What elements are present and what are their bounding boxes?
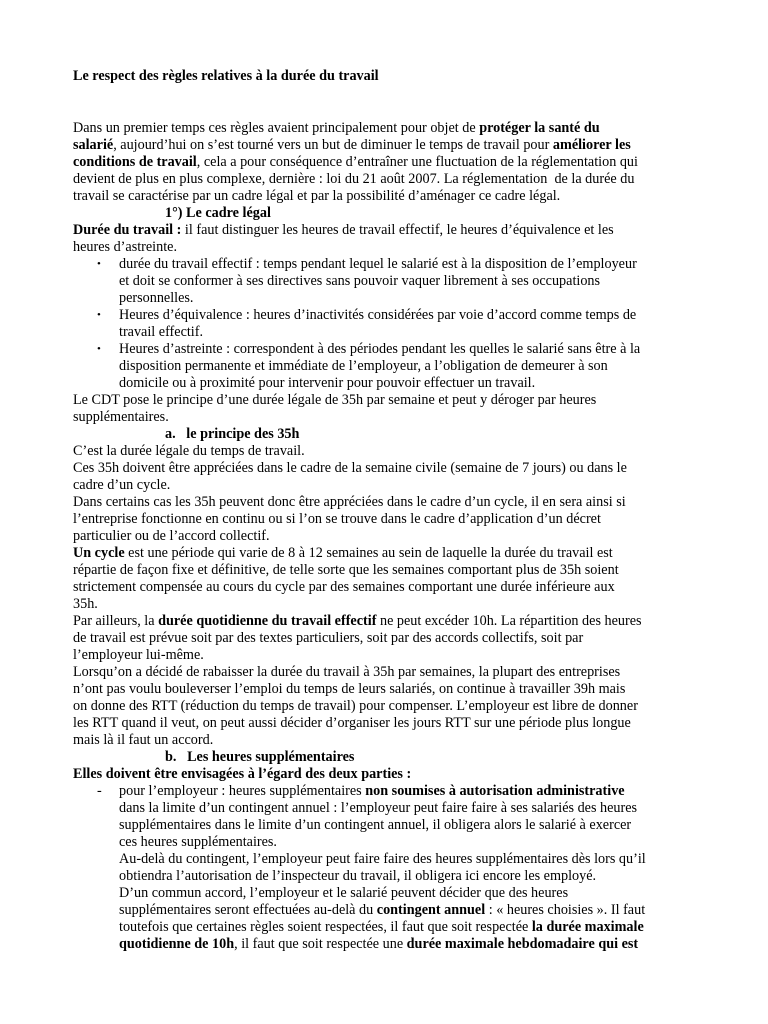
intro-line: travail se caractérise par un cadre légal et par la possibilité d’aménager ce cadre légal. — [73, 188, 561, 204]
dash-line: obtiendra l’autorisation de l’inspecteur du travail, il obligera ici encore les employé. — [119, 868, 597, 884]
intro-line: conditions de travail, cela a pour conséquence d’entraîner une fluctuation de la réglementation qui — [73, 154, 638, 170]
paragraph-line: de travail est prévue soit par des textes particuliers, soit par des accords collectifs, soit par — [73, 630, 584, 646]
dash-line: toutefois que certaines règles soient respectées, il faut que soit respectée la durée maximale — [119, 919, 644, 935]
dash-line: dans la limite d’un contingent annuel : l’employeur peut faire faire à ses salariés des heures — [119, 800, 638, 816]
bullet-marker: • — [97, 343, 101, 355]
paragraph-line: Lorsqu’on a décidé de rabaisser la durée du travail à 35h par semaines, la plupart des entreprises — [73, 664, 621, 680]
document-title: Le respect des règles relatives à la durée du travail — [73, 68, 379, 84]
paragraph-line: heures d’astreinte. — [73, 239, 177, 255]
paragraph-line: Dans certains cas les 35h peuvent donc être appréciées dans le cadre d’un cycle, il en sera ainsi si — [73, 494, 626, 510]
paragraph-line: 35h. — [73, 596, 98, 612]
section-heading: b. Les heures supplémentaires — [165, 749, 355, 765]
section-heading: 1°) Le cadre légal — [165, 205, 271, 221]
bullet-line: personnelles. — [119, 290, 194, 306]
section-heading: a. le principe des 35h — [165, 426, 300, 442]
bullet-marker: • — [97, 309, 101, 321]
paragraph-line: répartie de façon fixe et définitive, de telle sorte que les semaines comportant plus de 35h soient — [73, 562, 619, 578]
paragraph-line: on donne des RTT (réduction du temps de travail) pour compenser. L’employeur est libre de donner — [73, 698, 638, 714]
intro-line: devient de plus en plus complexe, dernière : loi du 21 août 2007. La réglementation de la durée du — [73, 171, 635, 187]
bullet-line: Heures d’équivalence : heures d’inactivités considérées par voie d’accord comme temps de — [119, 307, 637, 323]
paragraph-line: Le CDT pose le principe d’une durée légale de 35h par semaine et peut y déroger par heures — [73, 392, 597, 408]
dash-line: quotidienne de 10h, il faut que soit respectée une durée maximale hebdomadaire qui est — [119, 936, 639, 952]
subheading: Elles doivent être envisagées à l’égard des deux parties : — [73, 766, 412, 782]
paragraph-line: l’entreprise fonctionne en continu ou si l’on se trouve dans le cadre d’application d’un décret — [73, 511, 601, 527]
paragraph-line: supplémentaires. — [73, 409, 169, 425]
paragraph-line: Un cycle est une période qui varie de 8 à 12 semaines au sein de laquelle la durée du travail est — [73, 545, 613, 561]
bullet-line: et doit se conformer à ses directives sans pouvoir vaquer librement à ses occupations — [119, 273, 601, 289]
bullet-line: disposition permanente et immédiate de l’employeur, a l’obligation de demeurer à son — [119, 358, 608, 374]
dash-marker: - — [97, 783, 102, 799]
paragraph-line: Durée du travail : il faut distinguer les heures de travail effectif, le heures d’équivalence et les — [73, 222, 614, 238]
dash-line: supplémentaires dans le limite d’un contingent annuel, il obligera alors le salarié à exercer — [119, 817, 632, 833]
dash-line: pour l’employeur : heures supplémentaires non soumises à autorisation administrative — [119, 783, 625, 799]
paragraph-line: strictement compensée au cours du cycle par des semaines comportant une durée inférieure aux — [73, 579, 615, 595]
dash-line: D’un commun accord, l’employeur et le salarié peuvent décider que des heures — [119, 885, 569, 901]
paragraph-line: n’ont pas voulu bouleverser l’emploi du temps de leurs salariés, on continue à travailler 39h mais — [73, 681, 626, 697]
intro-line: Dans un premier temps ces règles avaient principalement pour objet de protéger la santé du — [73, 120, 600, 136]
paragraph-line: Par ailleurs, la durée quotidienne du travail effectif ne peut excéder 10h. La répartition des heures — [73, 613, 642, 629]
dash-line: Au-delà du contingent, l’employeur peut faire faire des heures supplémentaires dès lors qu’il — [119, 851, 646, 867]
paragraph-line: l’employeur lui-même. — [73, 647, 204, 663]
bullet-line: domicile ou à proximité pour intervenir pour pouvoir effectuer un travail. — [119, 375, 536, 391]
bullet-marker: • — [97, 258, 101, 270]
paragraph-line: Ces 35h doivent être appréciées dans le cadre de la semaine civile (semaine de 7 jours) ou dans le — [73, 460, 627, 476]
paragraph-line: mais là il faut un accord. — [73, 732, 214, 748]
paragraph-line: particulier ou de l’accord collectif. — [73, 528, 270, 544]
bullet-line: durée du travail effectif : temps pendant lequel le salarié est à la disposition de l’employeur — [119, 256, 637, 272]
bullet-line: travail effectif. — [119, 324, 204, 340]
paragraph-line: C’est la durée légale du temps de travail. — [73, 443, 305, 459]
intro-line: salarié, aujourd’hui on s’est tourné vers un but de diminuer le temps de travail pour améliorer les — [73, 137, 631, 153]
dash-line: supplémentaires seront effectuées au-delà du contingent annuel : « heures choisies ». Il faut — [119, 902, 646, 918]
dash-line: ces heures supplémentaires. — [119, 834, 277, 850]
paragraph-line: les RTT quand il veut, on peut aussi décider d’organiser les jours RTT sur une période plus longue — [73, 715, 631, 731]
paragraph-line: cadre d’un cycle. — [73, 477, 171, 493]
bullet-line: Heures d’astreinte : correspondent à des périodes pendant les quelles le salarié sans être à la — [119, 341, 641, 357]
